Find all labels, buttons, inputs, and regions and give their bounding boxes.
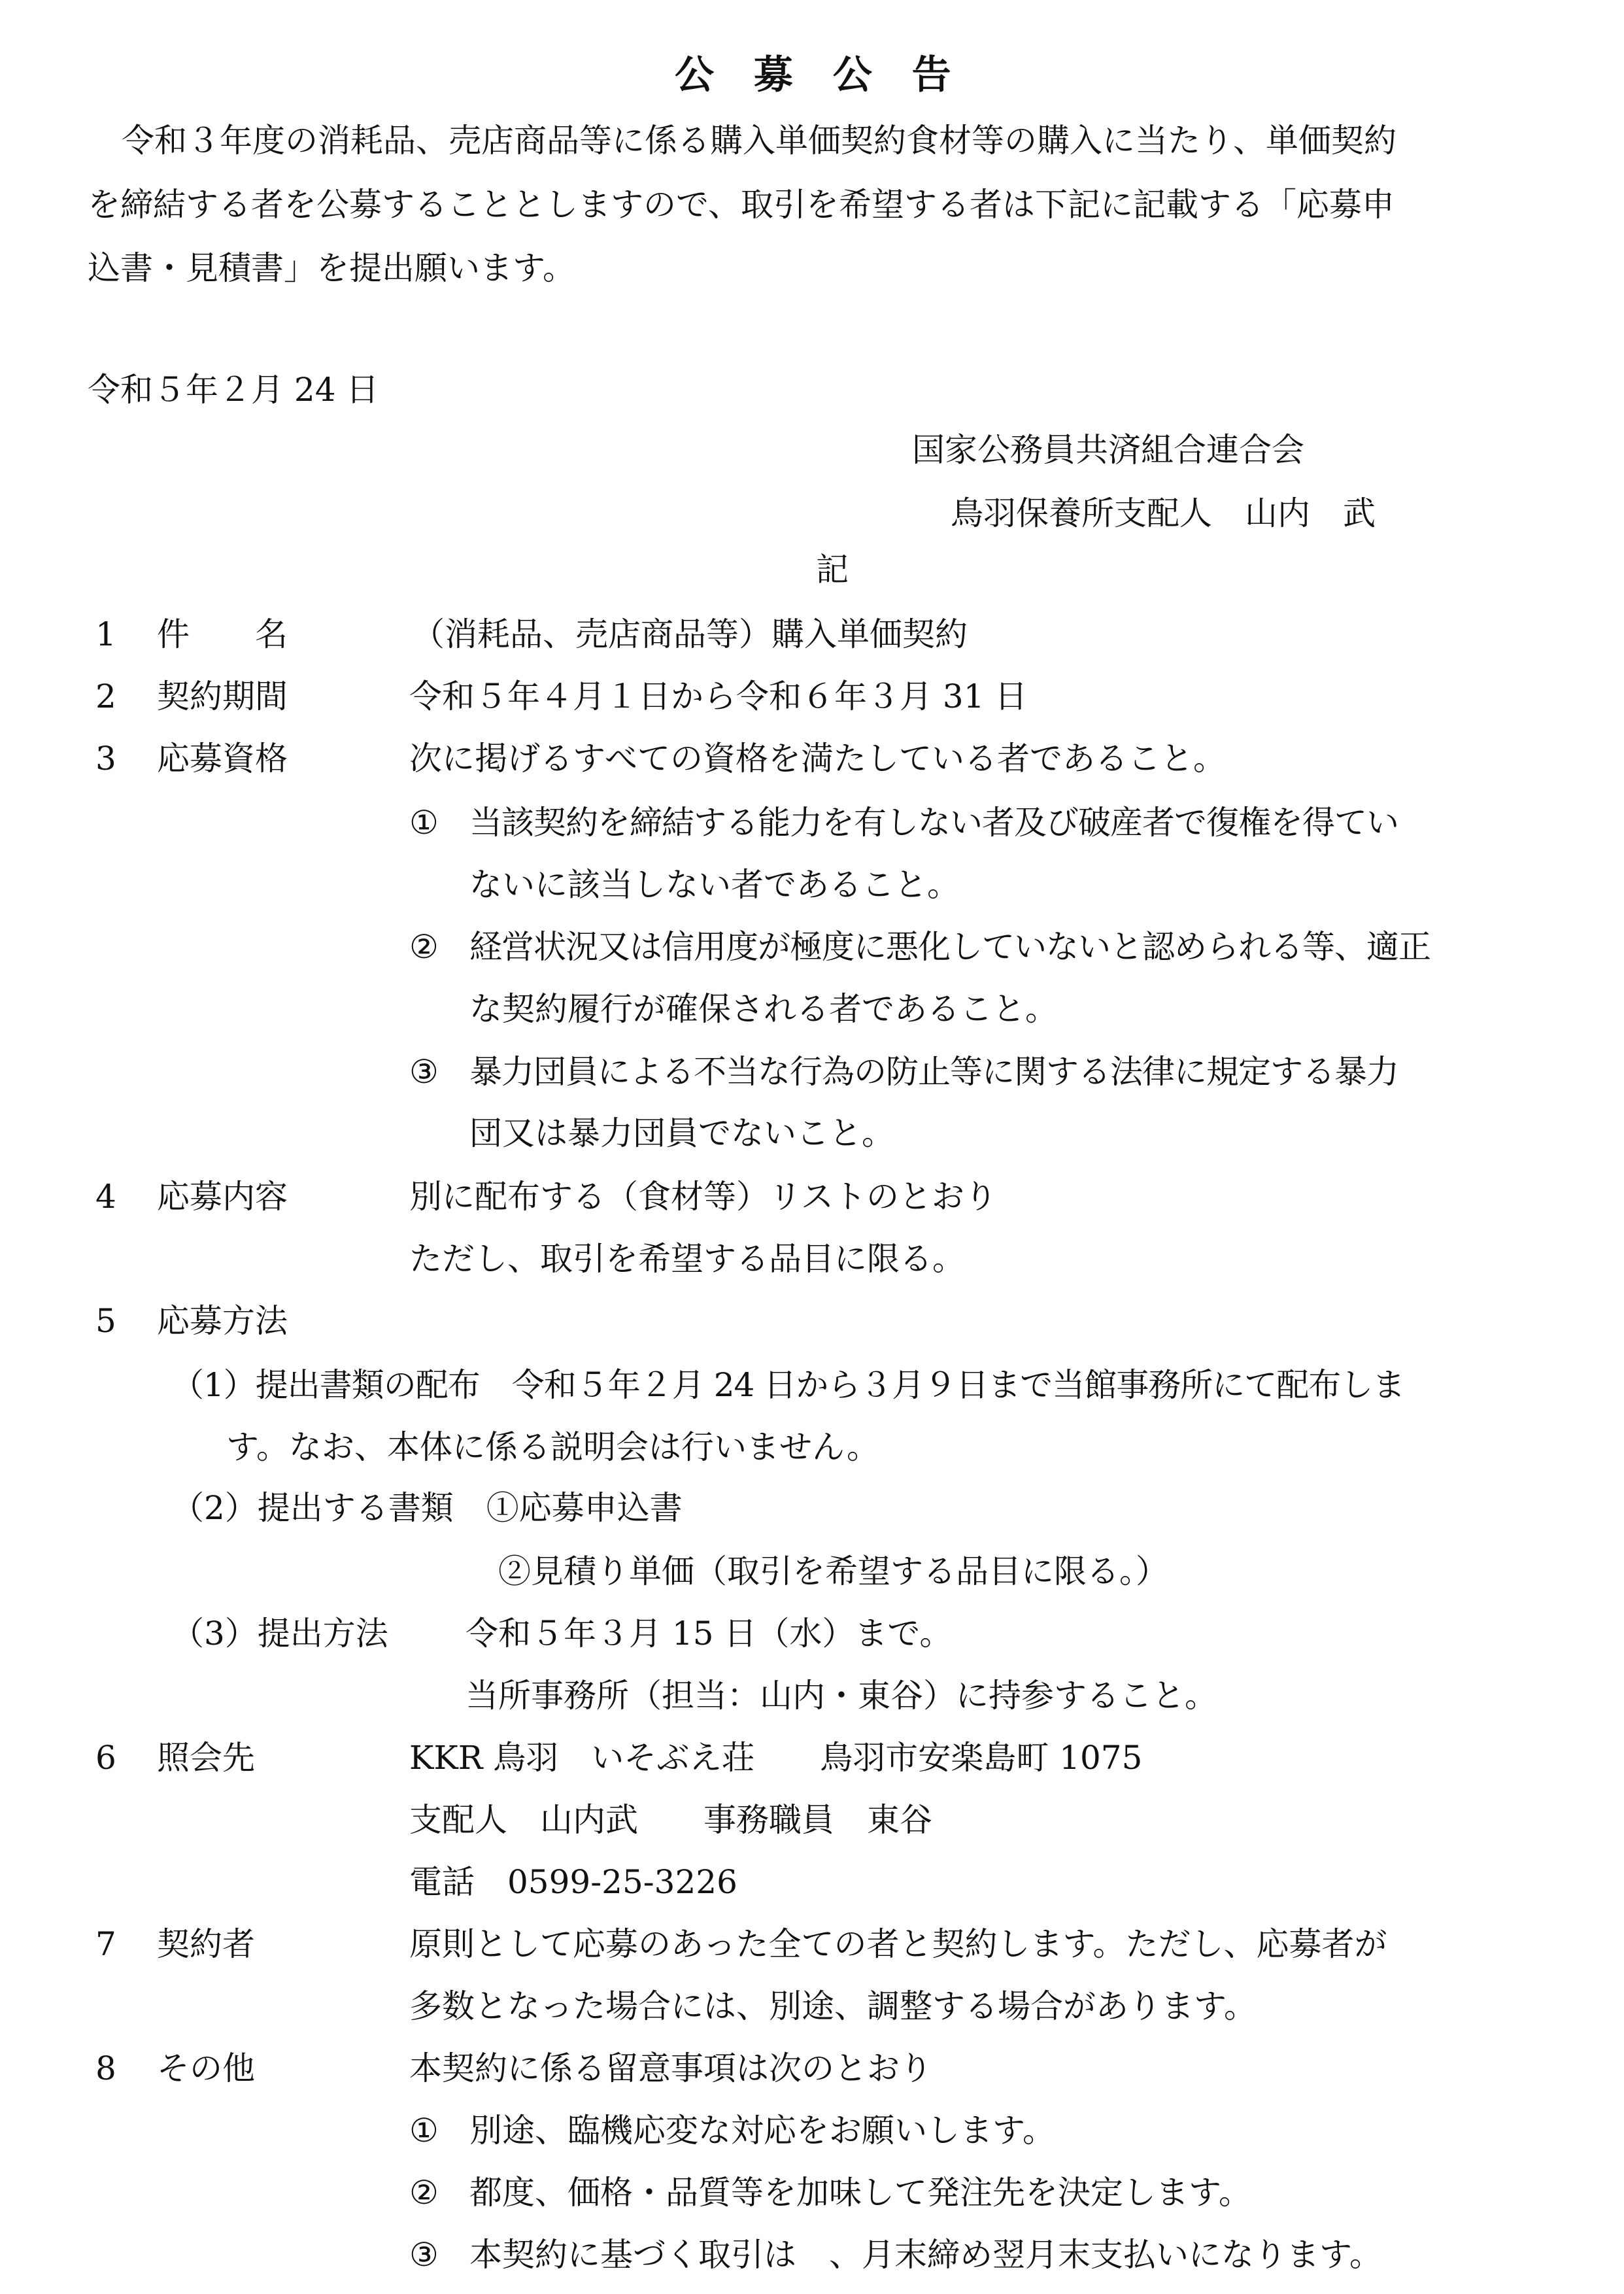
item-label: 契約期間 bbox=[157, 677, 288, 715]
item-text: 次に掲げるすべての資格を満たしている者であること。 bbox=[409, 740, 1226, 778]
sub-item-line: 暴力団員による不当な行為の防止等に関する法律に規定する暴力 bbox=[469, 1053, 1398, 1091]
item-label: 応募資格 bbox=[157, 740, 288, 778]
contact-persons: 支配人 山内武 事務職員 東谷 bbox=[409, 1801, 932, 1839]
sub-item-line: ないに該当しない者であること。 bbox=[469, 866, 960, 904]
intro-line-3: 込書・見積書」を提出願います。 bbox=[88, 249, 575, 287]
contact-address: KKR 鳥羽 いそぶえ荘 鳥羽市安楽島町 1075 bbox=[409, 1739, 1143, 1777]
item-number: 8 bbox=[95, 2049, 116, 2087]
item-number: 5 bbox=[95, 1302, 116, 1340]
sub-item-mark: ① bbox=[409, 2112, 439, 2149]
sub-item-mark: ② bbox=[409, 2174, 439, 2212]
item-label: 件 名 bbox=[157, 615, 288, 653]
document-title: 公 募 公 告 bbox=[675, 52, 964, 98]
method-label: （3）提出方法 bbox=[171, 1615, 388, 1652]
item-label: 照会先 bbox=[157, 1739, 255, 1777]
item-text: 別に配布する（食材等）リストのとおり bbox=[409, 1178, 997, 1216]
sub-item-line: 経営状況又は信用度が極度に悪化していないと認められる等、適正 bbox=[469, 928, 1430, 966]
item-text: （消耗品、売店商品等）購入単価契約 bbox=[412, 615, 968, 653]
item-label: 契約者 bbox=[157, 1925, 255, 1963]
issuer-organization: 国家公務員共済組合連合会 bbox=[912, 431, 1304, 469]
sub-item-line: 本契約に基づく取引は 、月末締め翌月末支払いになります。 bbox=[469, 2236, 1382, 2274]
item-label: 応募内容 bbox=[157, 1178, 288, 1216]
method-line: （1）提出書類の配布 令和５年２月 24 日から３月９日まで当館事務所にて配布しま bbox=[171, 1366, 1405, 1404]
method-line: ②見積り単価（取引を希望する品目に限る。） bbox=[498, 1552, 1168, 1590]
item-label: その他 bbox=[157, 2049, 255, 2087]
sub-item-line: な契約履行が確保される者であること。 bbox=[469, 990, 1058, 1028]
sub-item-mark: ③ bbox=[409, 2236, 439, 2274]
sub-item-mark: ② bbox=[409, 928, 439, 966]
item-number: 6 bbox=[95, 1739, 116, 1777]
item-number: 3 bbox=[95, 740, 116, 778]
intro-line-2: を締結する者を公募することとしますので、取引を希望する者は下記に記載する「応募申 bbox=[88, 186, 1395, 224]
method-line: 令和５年３月 15 日（水）まで。 bbox=[465, 1615, 953, 1652]
ki-marker: 記 bbox=[816, 551, 849, 589]
sub-item-mark: ③ bbox=[409, 1053, 439, 1091]
method-line: 当所事務所（担当：山内・東谷）に持参すること。 bbox=[465, 1677, 1217, 1715]
contact-phone: 電話 0599-25-3226 bbox=[409, 1863, 737, 1901]
sub-item-line: 団又は暴力団員でないこと。 bbox=[469, 1114, 894, 1152]
item-number: 4 bbox=[95, 1178, 116, 1216]
item-text: 本契約に係る留意事項は次のとおり bbox=[409, 2049, 932, 2087]
sub-item-line: 当該契約を締結する能力を有しない者及び破産者で復権を得てい bbox=[469, 804, 1398, 842]
item-number: 7 bbox=[95, 1925, 116, 1963]
item-text: 多数となった場合には、別途、調整する場合があります。 bbox=[409, 1987, 1257, 2025]
item-text: 原則として応募のあった全ての者と契約します。ただし、応募者が bbox=[409, 1925, 1387, 1963]
issuer-person: 鳥羽保養所支配人 山内 武 bbox=[951, 494, 1376, 532]
sub-item-line: 都度、価格・品質等を加味して発注先を決定します。 bbox=[469, 2174, 1251, 2212]
issue-date: 令和５年２月 24 日 bbox=[88, 371, 379, 409]
method-line: す。なお、本体に係る説明会は行いません。 bbox=[226, 1428, 879, 1466]
sub-item-line: 別途、臨機応変な対応をお願いします。 bbox=[469, 2112, 1055, 2149]
sub-item-mark: ① bbox=[409, 804, 439, 842]
method-line: （2）提出する書類 ①応募申込書 bbox=[171, 1489, 683, 1527]
item-label: 応募方法 bbox=[157, 1302, 288, 1340]
item-text: ただし、取引を希望する品目に限る。 bbox=[409, 1240, 965, 1278]
item-number: 2 bbox=[95, 677, 116, 715]
item-text: 令和５年４月１日から令和６年３月 31 日 bbox=[409, 677, 1028, 715]
intro-line-1: 令和３年度の消耗品、売店商品等に係る購入単価契約食材等の購入に当たり、単価契約 bbox=[122, 122, 1396, 160]
item-number: 1 bbox=[95, 615, 116, 653]
